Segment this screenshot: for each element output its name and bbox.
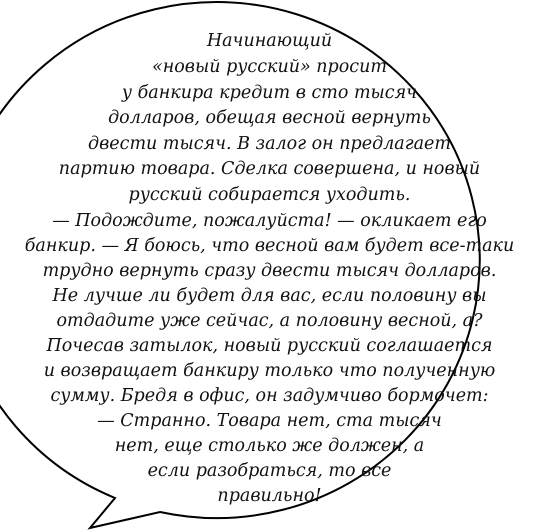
text-line: и возвращает банкиру только что полученную bbox=[43, 361, 496, 381]
text-line: Не лучше ли будет для вас, если половину вы bbox=[52, 286, 487, 306]
text-line: — Странно. Товара нет, ста тысяч bbox=[97, 411, 442, 431]
text-line: — Подождите, пожалуйста! — окликает его bbox=[52, 211, 487, 231]
text-line: если разобраться, то все bbox=[147, 461, 392, 481]
text-line: сумму. Бредя в офис, он задумчиво бормочет: bbox=[50, 386, 489, 406]
text-line: у банкира кредит в сто тысяч bbox=[121, 83, 418, 103]
text-line: Начинающий bbox=[206, 31, 333, 51]
text-line: русский собирается уходить. bbox=[128, 185, 411, 205]
text-line: «новый русский» просит bbox=[152, 57, 387, 77]
text-line: двести тысяч. В залог он предлагает bbox=[88, 134, 451, 154]
text-line: нет, еще столько же должен, а bbox=[114, 436, 425, 456]
text-line: трудно вернуть сразу двести тысяч долларов. bbox=[42, 261, 497, 281]
text-line: долларов, обещая весной вернуть bbox=[108, 108, 431, 128]
text-line: банкир. — Я боюсь, что весной вам будет все-таки bbox=[24, 236, 515, 256]
text-line: правильно! bbox=[217, 486, 322, 506]
text-line: отдадите уже сейчас, а половину весной, а? bbox=[56, 311, 483, 331]
text-line: Почесав затылок, новый русский соглашается bbox=[46, 336, 493, 356]
text-line: партию товара. Сделка совершена, и новый bbox=[58, 159, 481, 179]
